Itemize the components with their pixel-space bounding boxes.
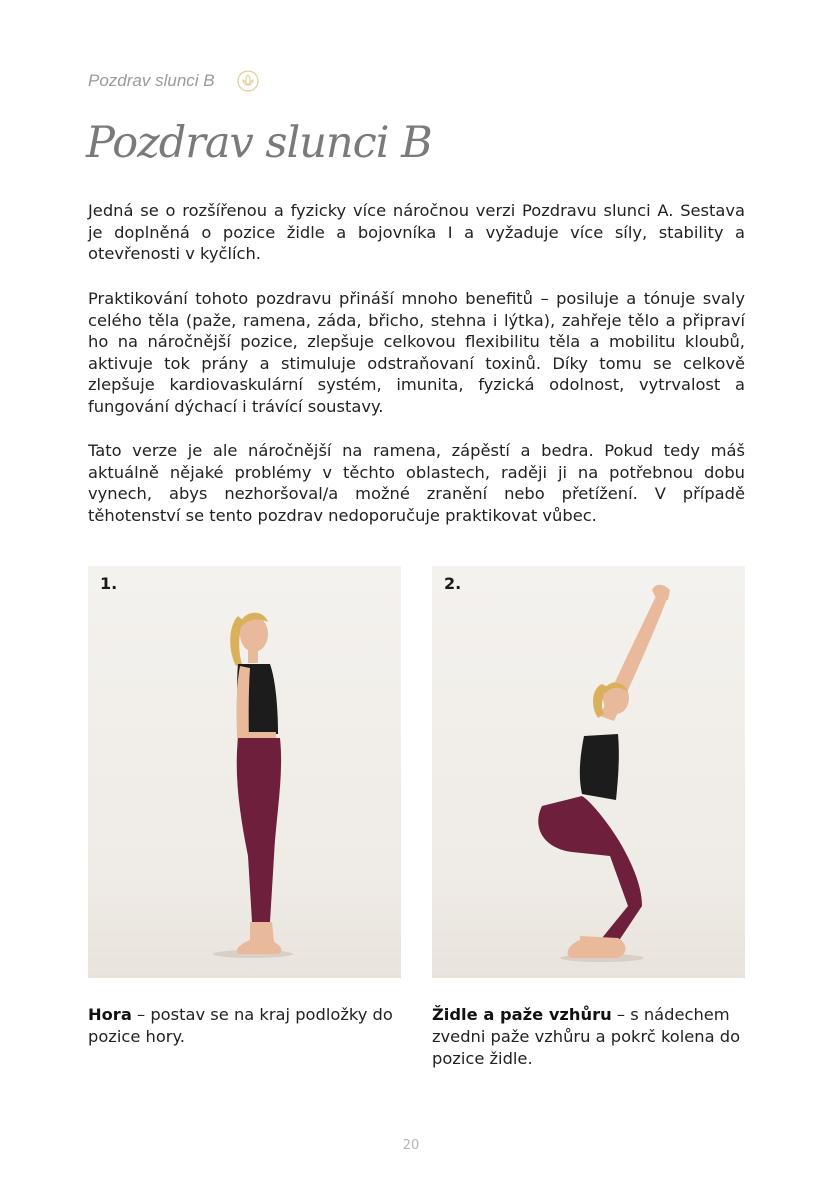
page-number: 20 (402, 1138, 420, 1153)
running-header (88, 70, 259, 92)
chair-pose-illustration (432, 566, 745, 978)
intro-paragraph: Jedná se o rozšířenou a fyzicky více náročnou verzi Pozdravu slunci A. Sestava je doplněná o pozice židle a bojovníka I a vyžaduje více síly, stability a otevřenosti v kyčlích. (88, 201, 745, 264)
pose-description: – postav se na kraj podložky do pozice hory. (88, 1005, 393, 1046)
warning-paragraph: Tato verze je ale náročnější na ramena, zápěstí a bedra. Pokud tedy máš aktuálně nějaké problémy v těchto oblastech, raději ji na potřebnou dobu vynech, abys nezhoršoval/a možné zranění nebo přetížení. V případě těhotenství se tento pozdrav nedoporučuje praktikovat vůbec. (88, 441, 745, 525)
pose-description: – s nádechem zvedni paže vzhůru a pokrč kolena do pozice židle. (432, 1005, 741, 1068)
page-title: Pozdrav slunci B (86, 118, 432, 168)
caption-step-1 (88, 1004, 398, 1048)
photo-mountain-pose (88, 566, 401, 978)
running-title: Pozdrav slunci B (88, 71, 215, 90)
photo-chair-pose (432, 566, 745, 978)
pose-name: Židle a paže vzhůru (432, 1005, 612, 1024)
benefits-paragraph: Praktikování tohoto pozdravu přináší mnoho benefitů – posiluje a tónuje svaly celého těla (paže, ramena, záda, břicho, stehna i lýtka), zahřeje tělo a připraví ho na náročnější pozice, zlepšuje celkovou flexibilitu těla a mobilitu kloubů, aktivuje tok prány a stimuluje odstraňovaní toxinů. Díky tomu se celkově zlepšuje kardiovaskulární systém, imunita, fyzická odolnost, vytrvalost a fungování dýchací i trávící soustavy. (88, 289, 745, 416)
step-number: 2. (444, 574, 462, 593)
step-number: 1. (100, 574, 118, 593)
lotus-icon (237, 70, 259, 92)
caption-step-2 (432, 1004, 742, 1070)
mountain-pose-illustration (88, 566, 401, 978)
pose-name: Hora (88, 1005, 132, 1024)
